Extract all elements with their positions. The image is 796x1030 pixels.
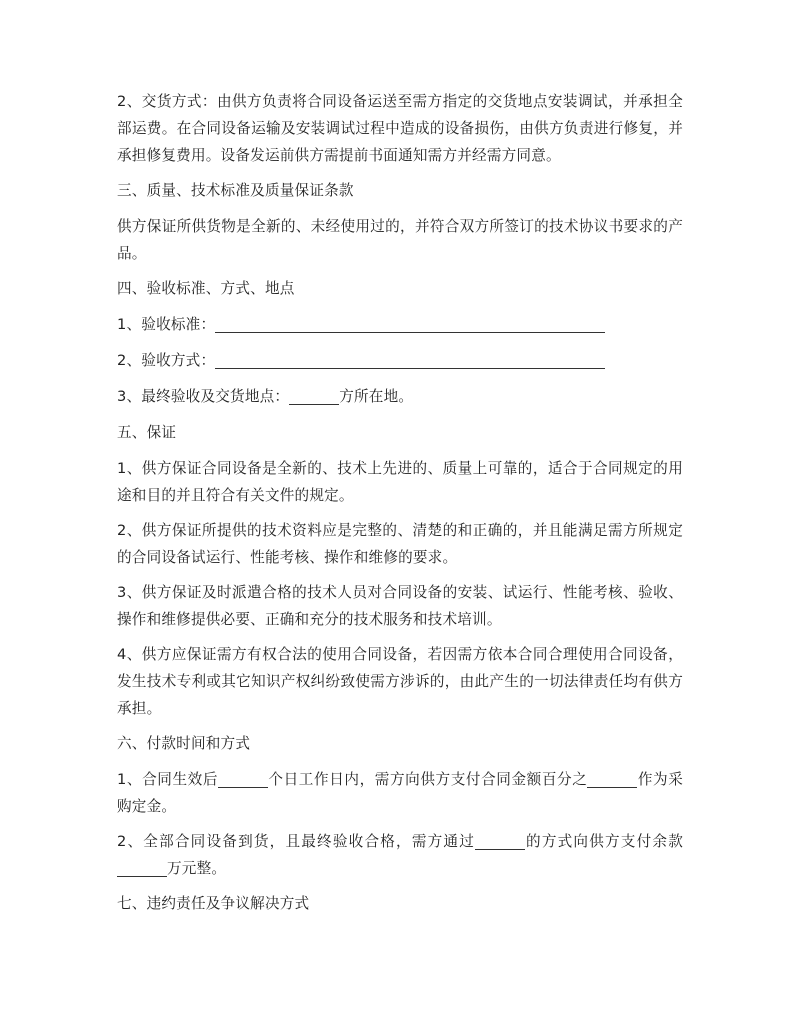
payment-2-paragraph [117,828,683,882]
section-4-heading: 四、验收标准、方式、地点 [117,280,295,297]
payment-1-text-b: 个日工作日内，需方向供方支付合同金额百分之 [268,771,588,788]
acceptance-method-label: 2、验收方式： [117,352,216,369]
delivery-method-paragraph: 2、交货方式：由供方负责将合同设备运送至需方指定的交货地点安装调试，并承担全部运费。在合同设备运输及安装调试过程中造成的设备损伤，由供方负责进行修复，并承担修复费用。设备发运前供方需提前书面通知需方并经需方同意。 [117,93,683,164]
payment-percent-blank[interactable] [587,769,637,788]
payment-2-text-b: 的方式向供方支付余款 [525,833,683,850]
guarantee-1-paragraph: 1、供方保证合同设备是全新的、技术上先进的、质量上可靠的，适合于合同规定的用途和目的并且符合有关文件的规定。 [117,460,683,504]
section-3-heading: 三、质量、技术标准及质量保证条款 [117,182,354,199]
guarantee-3-paragraph: 3、供方保证及时派遣合格的技术人员对合同设备的安装、试运行、性能考核、验收、操作和维修提供必要、正确和充分的技术服务和技术培训。 [117,584,683,628]
payment-method-blank[interactable] [475,831,525,850]
section-5-heading: 五、保证 [117,424,177,441]
quality-guarantee-paragraph: 供方保证所供货物是全新的、未经使用过的，并符合双方所签订的技术协议书要求的产品。 [117,218,683,262]
payment-1-paragraph [117,766,683,820]
payment-2-text-a: 2、全部合同设备到货，且最终验收合格，需方通过 [117,833,476,850]
acceptance-location-blank[interactable] [289,386,339,405]
payment-2-text-c: 万元整。 [167,860,227,877]
payment-days-blank[interactable] [218,769,268,788]
payment-1-text-c: 作为采购定金。 [117,771,684,815]
acceptance-method-blank[interactable] [215,350,605,369]
acceptance-standard-blank[interactable] [215,314,605,333]
payment-1-text-a: 1、合同生效后 [117,771,219,788]
guarantee-2-paragraph: 2、供方保证所提供的技术资料应是完整的、清楚的和正确的，并且能满足需方所规定的合同设备试运行、性能考核、操作和维修的要求。 [117,522,683,566]
section-6-heading: 六、付款时间和方式 [117,735,251,752]
acceptance-method-line [117,347,683,374]
payment-amount-blank[interactable] [117,858,167,877]
section-7-heading: 七、违约责任及争议解决方式 [117,895,310,912]
acceptance-standard-line [117,311,683,338]
contract-page [117,88,683,926]
acceptance-location-line [117,383,683,410]
acceptance-standard-label: 1、验收标准： [117,316,216,333]
guarantee-4-paragraph: 4、供方应保证需方有权合法的使用合同设备，若因需方依本合同合理使用合同设备，发生技术专利或其它知识产权纠纷致使需方涉诉的，由此产生的一切法律责任均有供方承担。 [117,646,683,717]
acceptance-location-label: 3、最终验收及交货地点： [117,388,290,405]
acceptance-location-suffix: 方所在地。 [339,388,414,405]
